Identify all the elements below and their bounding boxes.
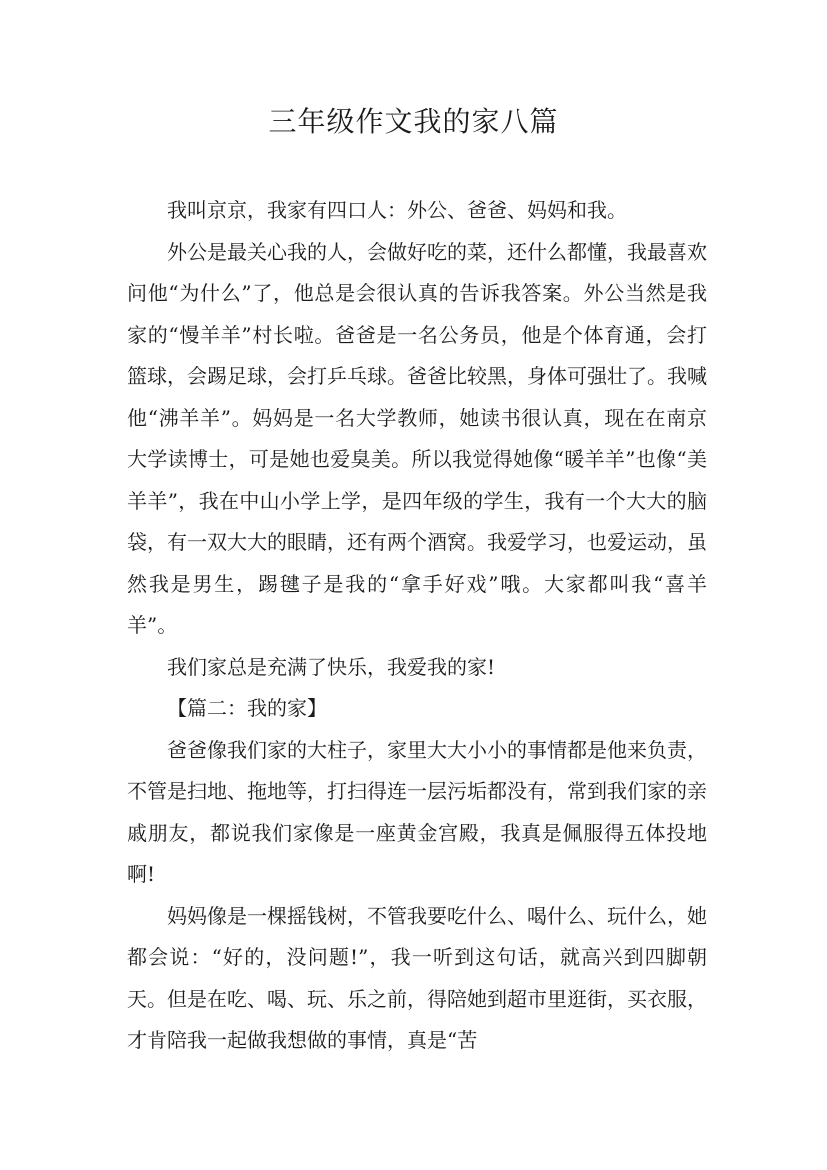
paragraph-family-members: 外公是最关心我的人，会做好吃的菜，还什么都懂，我最喜欢问他“为什么”了，他总是会很认真的告诉我答案。外公当然是我家的“慢羊羊”村长啦。爸爸是一名公务员，他是个体育通，会打篮球，会踢足球，会打乒乓球。爸爸比较黑，身体可强壮了。我喊他“沸羊羊”。妈妈是一名大学教师，她读书很认真，现在在南京大学读博士，可是她也爱臭美。所以我觉得她像“暖羊羊”也像“美羊羊”，我在中山小学上学，是四年级的学生，我有一个大大的脑袋，有一双大大的眼睛，还有两个酒窝。我爱学习，也爱运动，虽然我是男生，踢毽子是我的“拿手好戏”哦。大家都叫我“喜羊羊”。 — [127, 239, 707, 637]
section-heading-part-two: 【篇二：我的家】 — [167, 696, 327, 720]
paragraph-mother: 妈妈像是一棵摇钱树，不管我要吃什么、喝什么、玩什么，她都会说：“好的，没问题!”，我一听到这句话，就高兴到四脚朝天。但是在吃、喝、玩、乐之前，得陪她到超市里逛街，买衣服，才肯陪我一起做我想做的事情，真是“苦 — [127, 903, 707, 1052]
document-title: 三年级作文我的家八篇 — [268, 105, 559, 138]
document-body — [127, 190, 707, 1062]
paragraph-intro: 我叫京京，我家有四口人：外公、爸爸、妈妈和我。 — [167, 198, 627, 222]
paragraph-conclusion: 我们家总是充满了快乐，我爱我的家! — [167, 654, 496, 679]
paragraph-father: 爸爸像我们家的大柱子，家里大大小小的事情都是他来负责，不管是扫地、拖地等，打扫得连一层污垢都没有，常到我们家的亲戚朋友，都说我们家像是一座黄金宫殿，我真是佩服得五体投地啊! — [127, 737, 707, 886]
